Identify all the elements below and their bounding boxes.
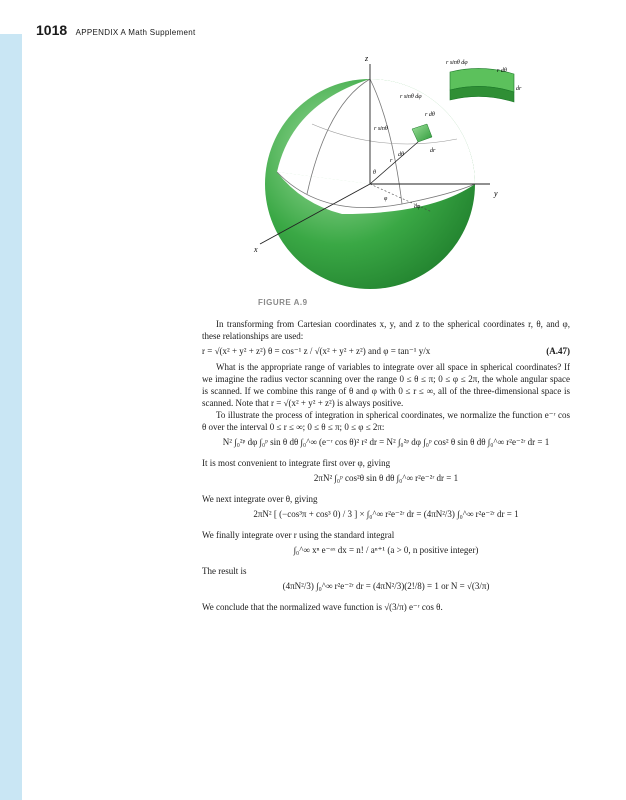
- sphere-diagram: [232, 44, 532, 294]
- appendix-title: APPENDIX A Math Supplement: [75, 28, 196, 37]
- paragraph-8: We conclude that the normalized wave function is √(3/π) e⁻ʳ cos θ.: [202, 602, 443, 612]
- equation-4: ∫₀^∞ xⁿ e⁻ᵃˣ dx = n! / aⁿ⁺¹ (a > 0, n positive integer): [293, 545, 479, 555]
- label-rsin: r sinθ: [374, 126, 388, 132]
- label-z: z: [365, 54, 369, 63]
- paragraph-4: It is most convenient to integrate first over φ, giving: [202, 458, 391, 468]
- label-rdtheta-top: r dθ: [497, 68, 507, 74]
- equation-a47: [202, 345, 570, 357]
- equation-a47-tag: (A.47): [546, 346, 570, 356]
- label-dr: dr: [430, 148, 436, 154]
- label-rsin-dphi: r sinθ dφ: [400, 94, 422, 100]
- label-rsin-dphi-top: r sinθ dφ: [446, 60, 468, 66]
- equation-2: 2πN² ∫₀ᵖ cos²θ sin θ dθ ∫₀^∞ r²e⁻²ʳ dr = 1: [313, 473, 459, 483]
- equation-3: 2πN² [ (−cos³π + cos³ 0) / 3 ] × ∫₀^∞ r²e⁻²ʳ dr = (4πN²/3) ∫₀^∞ r²e⁻²ʳ dr = 1: [253, 509, 519, 519]
- label-r: r: [390, 158, 393, 164]
- equation-a47-body: r = √(x² + y² + z²) θ = cos⁻¹ z / √(x² + y² + z²) and φ = tan⁻¹ y/x: [202, 346, 431, 356]
- equation-5: (4πN²/3) ∫₀^∞ r²e⁻²ʳ dr = (4πN²/3)(2!/8) = 1 or N = √(3/π): [282, 581, 490, 591]
- paragraph-2: What is the appropriate range of variables to integrate over all space in spherical coordinates? If we imagine the radius vector scanning over the range 0 ≤ θ ≤ π; 0 ≤ φ ≤ 2π, the whole angular space is scanned. If we combine this range of θ and φ with 0 ≤ r ≤ ∞, all of the three-dimensional space is scanned. Note that r = √(x² + y² + z²) is always positive.: [202, 362, 570, 408]
- page-number: 1018: [36, 22, 68, 38]
- paragraph-6: We finally integrate over r using the standard integral: [202, 530, 395, 540]
- label-phi: φ: [384, 196, 388, 202]
- body-text: [202, 318, 570, 613]
- label-x: x: [254, 245, 258, 254]
- spherical-coordinates-figure: [232, 44, 532, 299]
- equation-1: N² ∫₀²ᵖ dφ ∫₀ᵖ sin θ dθ ∫₀^∞ (e⁻ʳ cos θ)² r² dr = N² ∫₀²ᵖ dφ ∫₀ᵖ cos² θ sin θ dθ ∫₀^∞ r²e⁻²ʳ dr = 1: [222, 437, 550, 447]
- paragraph-1: In transforming from Cartesian coordinates x, y, and z to the spherical coordinates r, θ, and φ, these relationships are used:: [202, 319, 570, 341]
- figure-caption: FIGURE A.9: [258, 298, 308, 307]
- paragraph-5: We next integrate over θ, giving: [202, 494, 318, 504]
- label-dtheta: dθ: [398, 152, 404, 158]
- label-y: y: [494, 189, 498, 198]
- page-edge-tab: [0, 34, 22, 800]
- label-dr-top: dr: [516, 86, 522, 92]
- paragraph-3: To illustrate the process of integration in spherical coordinates, we normalize the function e⁻ʳ cos θ over the interval 0 ≤ r ≤ ∞; 0 ≤ θ ≤ π; 0 ≤ φ ≤ 2π:: [202, 410, 570, 432]
- running-header: [36, 22, 195, 40]
- paragraph-7: The result is: [202, 566, 247, 576]
- label-theta: θ: [373, 170, 376, 176]
- label-rdtheta: r dθ: [425, 112, 435, 118]
- label-dphi: dφ: [414, 204, 421, 210]
